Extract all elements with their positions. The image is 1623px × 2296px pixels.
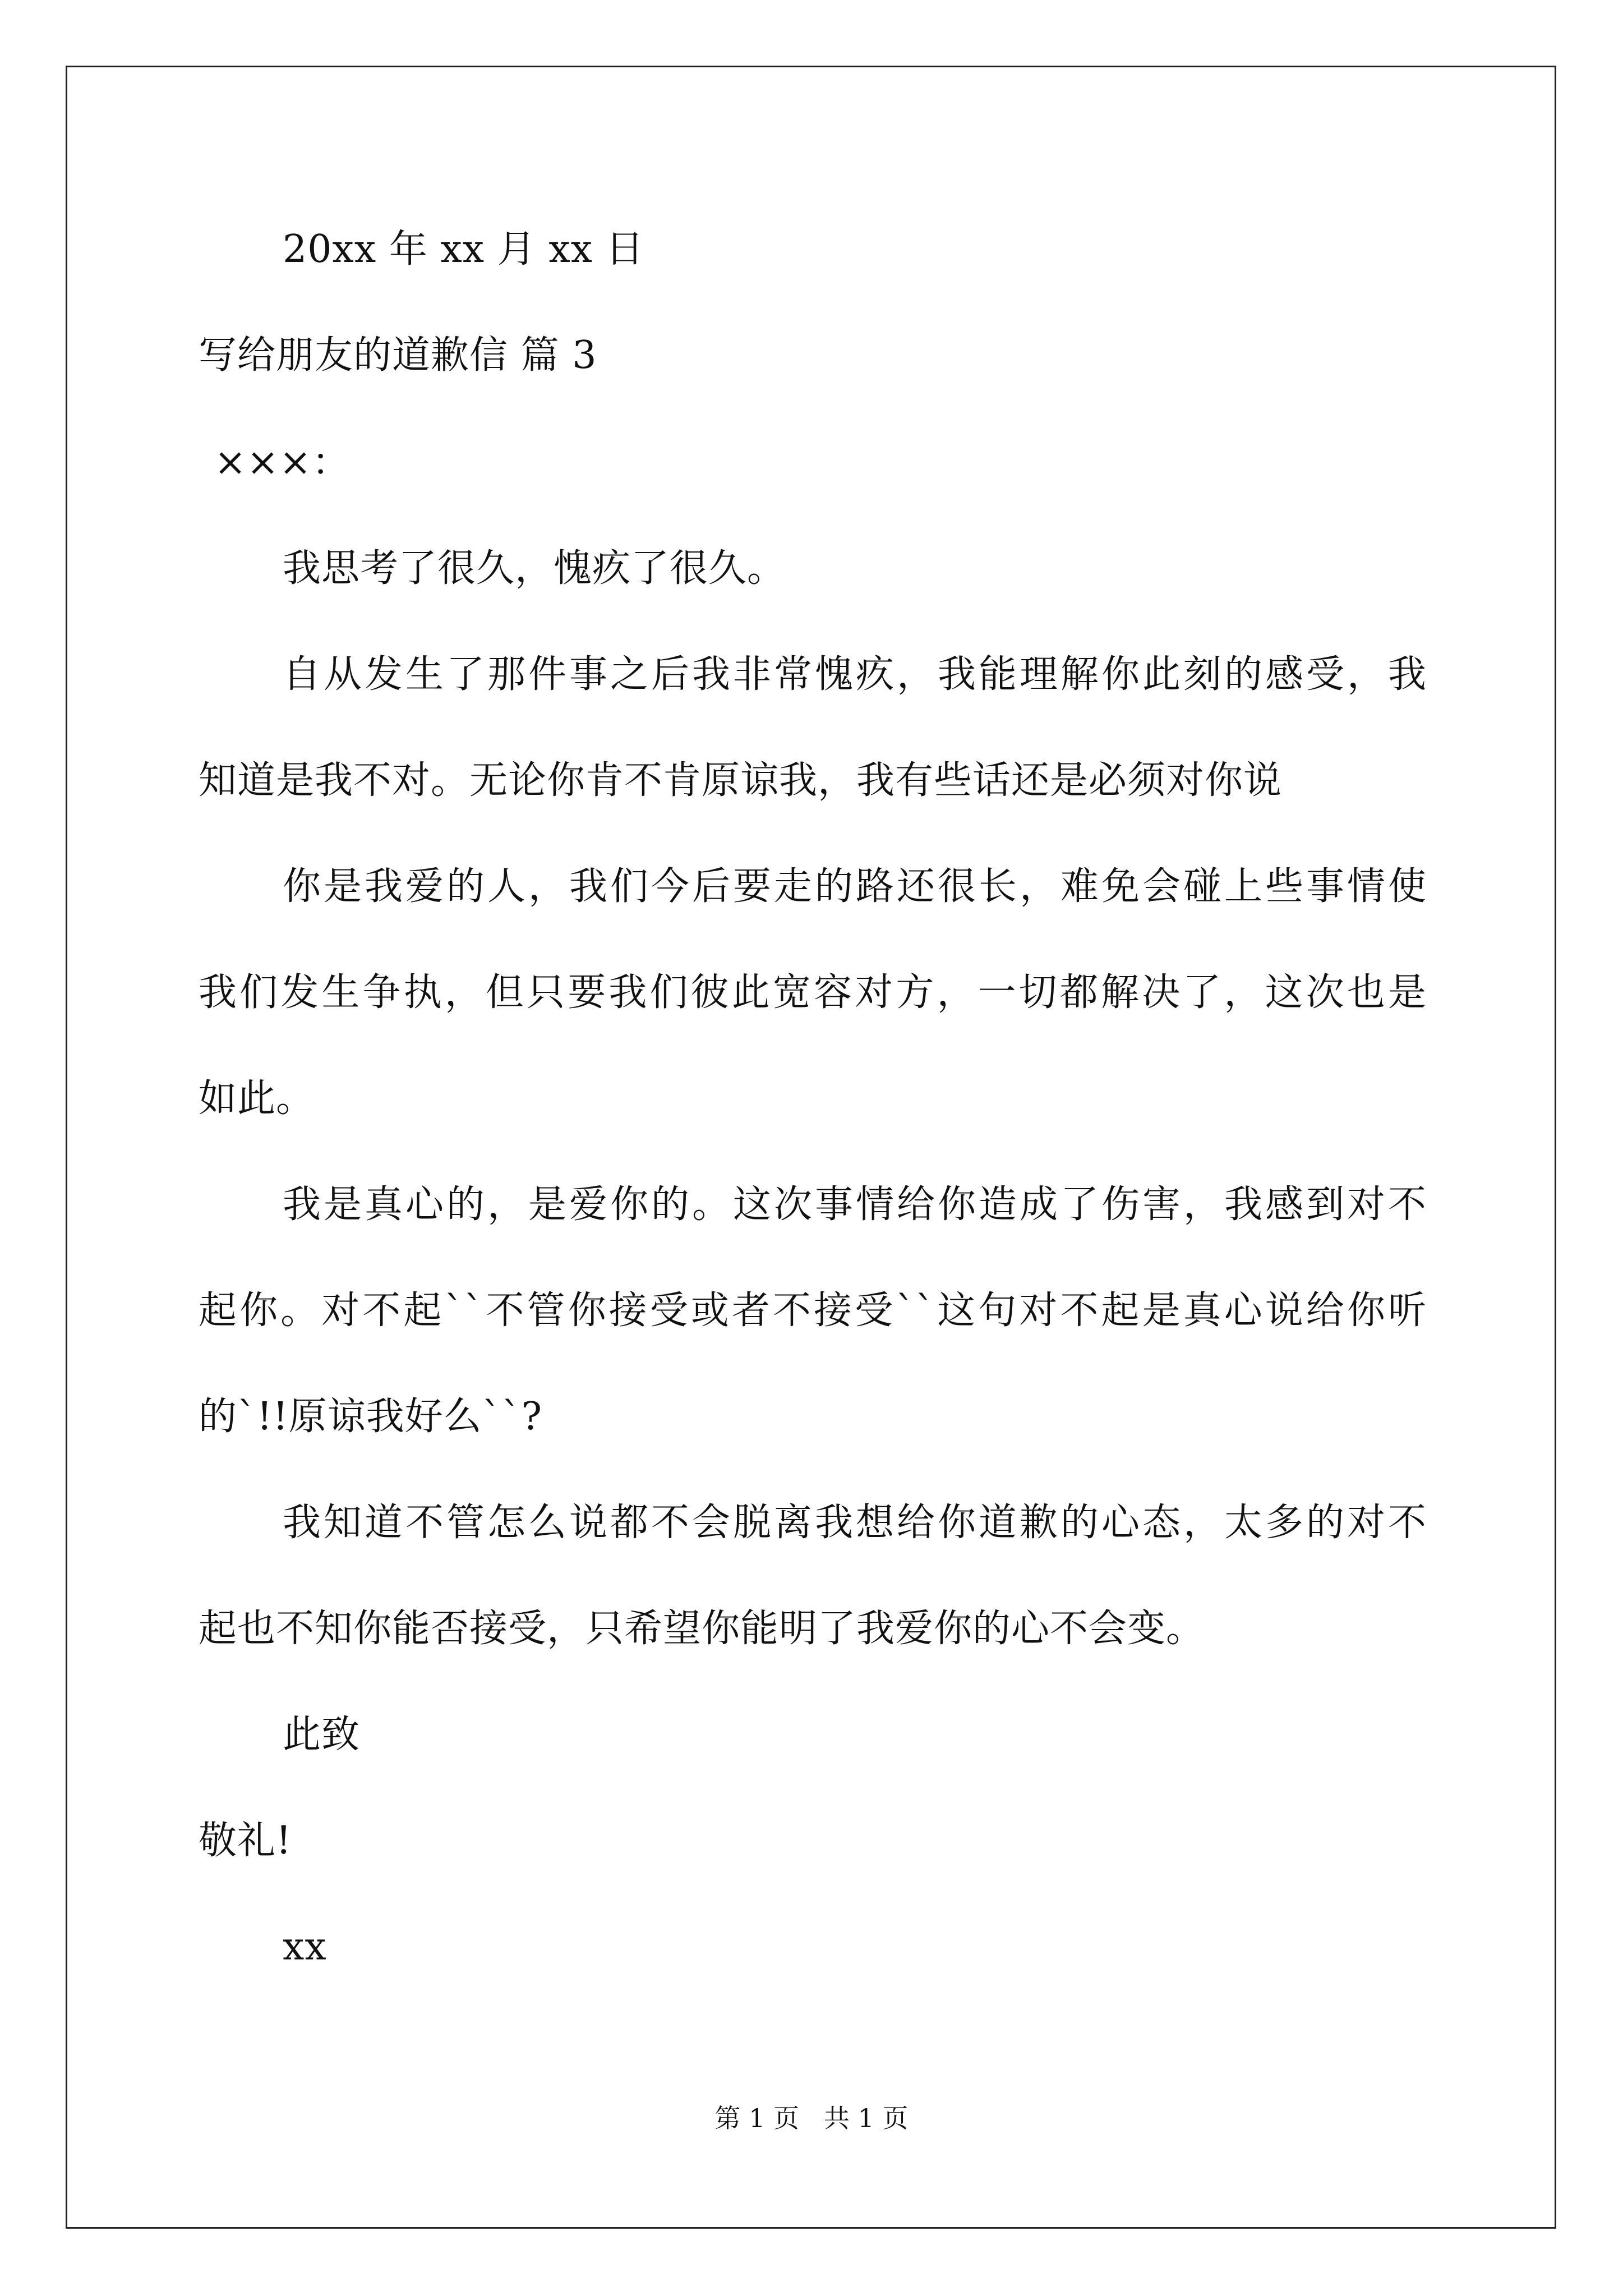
letter-regards: 敬礼! (199, 1819, 292, 1863)
paragraph-3-line-2: 我们发生争执，但只要我们彼此宽容对方，一切都解决了，这次也是 (199, 970, 1427, 1015)
paragraph-1-line-1: 我思考了很久，愧疚了很久。 (283, 546, 786, 591)
letter-closing: 此致 (283, 1713, 361, 1757)
page-border (66, 66, 1556, 2229)
paragraph-5-line-1: 我知道不管怎么说都不会脱离我想给你道歉的心态，太多的对不 (283, 1501, 1427, 1545)
paragraph-4-line-2: 起你。对不起``不管你接受或者不接受``这句对不起是真心说给你听 (199, 1289, 1427, 1333)
paragraph-4-line-1: 我是真心的，是爱你的。这次事情给你造成了伤害，我感到对不 (283, 1182, 1427, 1227)
letter-salutation: ×××： (214, 440, 351, 485)
paragraph-3-line-3: 如此。 (199, 1076, 315, 1121)
paragraph-2-line-2: 知道是我不对。无论你肯不肯原谅我，我有些话还是必须对你说 (199, 758, 1283, 803)
letter-title: 写给朋友的道歉信 篇 3 (199, 333, 597, 378)
letter-date: 20xx 年 xx 月 xx 日 (283, 227, 644, 272)
paragraph-2-line-1: 自从发生了那件事之后我非常愧疚，我能理解你此刻的感受，我 (283, 652, 1427, 697)
letter-signature: xx (283, 1925, 327, 1969)
paragraph-4-line-3: 的`!!原谅我好么``? (199, 1395, 543, 1439)
page-footer: 第 1 页 共 1 页 (714, 2103, 909, 2133)
paragraph-3-line-1: 你是我爱的人，我们今后要走的路还很长，难免会碰上些事情使 (283, 864, 1427, 909)
paragraph-5-line-2: 起也不知你能否接受，只希望你能明了我爱你的心不会变。 (199, 1607, 1205, 1651)
